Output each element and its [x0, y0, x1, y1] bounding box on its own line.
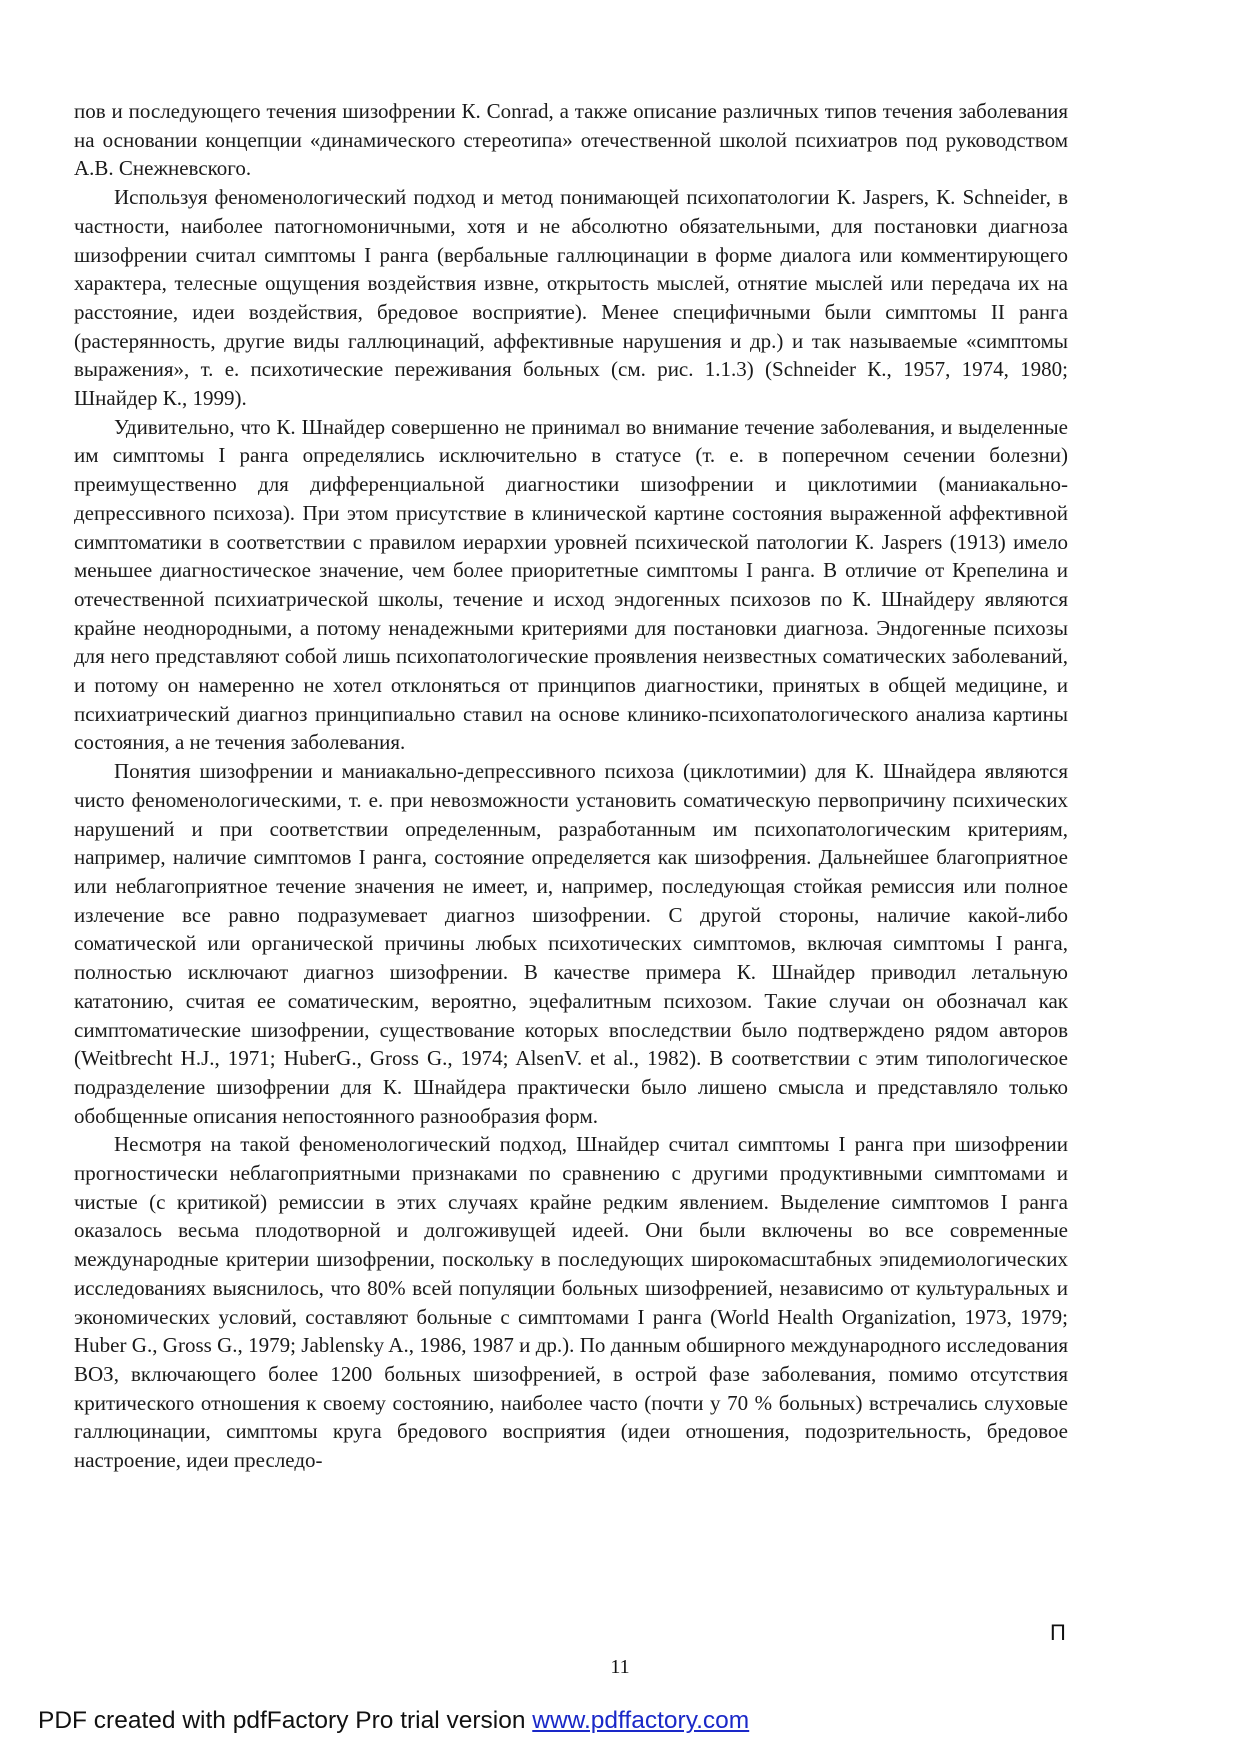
page-number: 11 — [610, 1656, 630, 1678]
footer-text: PDF created with pdfFactory Pro trial version — [38, 1707, 533, 1734]
paragraph-4: Понятия шизофрении и маниакально-депрессивного психоза (циклотимии) для К. Шнайдера являются чисто феноменологическими, т. е. при невозможности установить соматическую первопричину психических нарушений и при соответствии определенным, разработанным им психопатологическим критериям, например, наличие симптомов I ранга, состояние определяется как шизофрения. Дальнейшее благоприятное или неблагоприятное течение значения не имеет, и, например, последующая стойкая ремиссия или полное излечение все равно подразумевает диагноз шизофрении. С другой стороны, наличие какой-либо соматической или органической причины любых психотических симптомов, включая симптомы I ранга, полностью исключают диагноз шизофрении. В качестве примера К. Шнайдер приводил летальную кататонию, считая ее соматическим, вероятно, эцефалитным психозом. Такие случаи он обозначал как симптоматические шизофрении, существование которых впоследствии было подтверждено рядом авторов (Weitbrecht H.J., 1971; HuberG., Gross G., 1974; AlsenV. et al., 1982). В соответствии с этим типологическое подразделение шизофрении для К. Шнайдера практически было лишено смысла и представляло только обобщенные описания непостоянного разнообразия форм. — [74, 759, 1068, 1128]
pdf-footer — [38, 1707, 749, 1735]
footer-link[interactable]: www.pdffactory.com — [532, 1707, 750, 1734]
paragraph-5: Несмотря на такой феноменологический подход, Шнайдер считал симптомы I ранга при шизофрении прогностически неблагоприятными признаками по сравнению с другими продуктивными симптомами и чистые (с критикой) ремиссии в этих случаях крайне редким явлением. Выделение симптомов I ранга оказалось весьма плодотворной и долгоживущей идеей. Они были включены во все современные международные критерии шизофрении, поскольку в последующих широкомасштабных эпидемиологических исследованиях выяснилось, что 80% всей популяции больных шизофренией, независимо от культуральных и экономических условий, составляют больные с симптомами I ранга (World Health Organization, 1973, 1979; Huber G., Gross G., 1979; Jablensky A., 1986, 1987 и др.). По данным обширного международного исследования ВОЗ, включающего более 1200 больных шизофренией, в острой фазе заболевания, помимо отсутствия критического отношения к своему состоянию, наиболее часто (почти у 70 % больных) встречались слуховые галлюцинации, симптомы круга бредового восприятия (идеи отношения, подозрительность, бредовое настроение, идеи преследо- — [74, 1132, 1068, 1473]
paragraph-2: Используя феноменологический подход и метод понимающей психопатологии К. Jaspers, К. Schneider, в частности, наиболее патогномоничными, хотя и не абсолютно обязательными, для постановки диагноза шизофрении считал симптомы I ранга (вербальные галлюцинации в форме диалога или комментирующего характера, телесные ощущения воздействия извне, открытость мыслей, отнятие мыслей или передача их на расстояние, идеи воздействия, бредовое восприятие). Менее специфичными были симптомы II ранга (растерянность, другие виды галлюцинаций, аффективные нарушения и др.) и так называемые «симптомы выражения», т. е. психотические переживания больных (см. рис. 1.1.3) (Schneider К., 1957, 1974, 1980; Шнайдер К., 1999). — [74, 185, 1068, 411]
page-marker: П — [1050, 1620, 1066, 1645]
paragraph-1: пов и последующего течения шизофрении К. Conrad, а также описание различных типов течения заболевания на основании концепции «динамического стереотипа» отечественной школой психиатров под руководством А.В. Снежневского. — [74, 99, 1068, 181]
paragraph-3: Удивительно, что К. Шнайдер совершенно не принимал во внимание течение заболевания, и выделенные им симптомы I ранга определялись исключительно в статусе (т. е. в поперечном сечении болезни) преимущественно для дифференциальной диагностики шизофрении и циклотимии (маниакально-депрессивного психоза). При этом присутствие в клинической картине состояния выраженной аффективной симптоматики в соответствии с правилом иерархии уровней психической патологии К. Jaspers (1913) имело меньшее диагностическое значение, чем более приоритетные симптомы I ранга. В отличие от Крепелина и отечественной психиатрической школы, течение и исход эндогенных психозов по К. Шнайдеру являются крайне неоднородными, а потому ненадежными критериями для постановки диагноза. Эндогенные психозы для него представляют собой лишь психопатологические проявления неизвестных соматических заболеваний, и потому он намеренно не хотел отклоняться от принципов диагностики, принятых в общей медицине, и психиатрический диагноз принципиально ставил на основе клинико-психопатологического анализа картины состояния, а не течения заболевания. — [74, 414, 1068, 755]
page-body — [74, 97, 1068, 1475]
